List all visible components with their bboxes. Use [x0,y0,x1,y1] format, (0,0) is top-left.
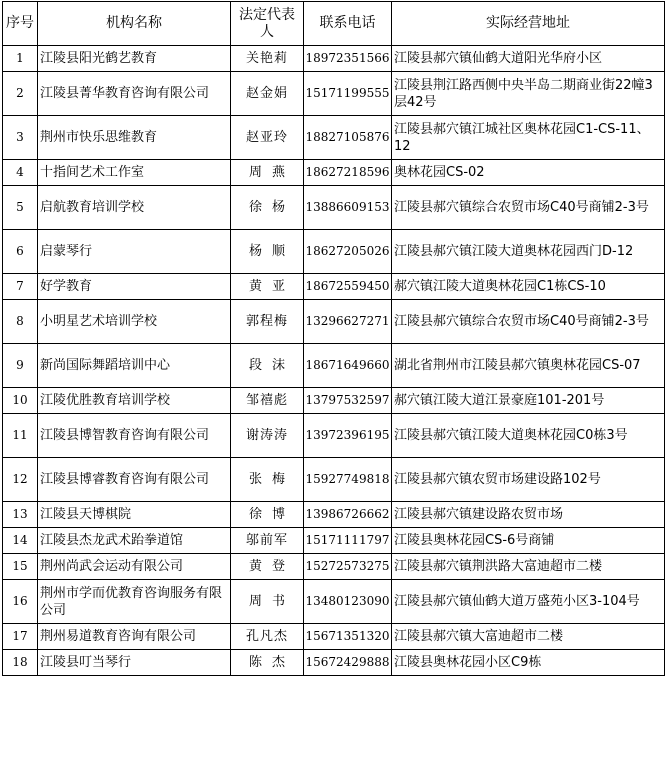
phone-number: 13986726662 [304,502,392,528]
address: 江陵县奥林花园小区C9栋 [392,650,665,676]
address: 江陵县郝穴镇江陵大道奥林花园C0栋3号 [392,414,665,458]
table-row [3,300,665,344]
row-index: 12 [3,458,38,502]
table-row [3,502,665,528]
table-row [3,414,665,458]
org-name: 荆州尚武会运动有限公司 [38,554,231,580]
header-phone: 联系电话 [304,2,392,46]
legal-rep: 关艳莉 [231,46,304,72]
address: 江陵县郝穴镇江城社区奥林花园C1-CS-11、12 [392,116,665,160]
org-name: 江陵县博睿教育咨询有限公司 [38,458,231,502]
table-row [3,230,665,274]
row-index: 11 [3,414,38,458]
legal-rep: 杨顺 [231,230,304,274]
phone-number: 13797532597 [304,388,392,414]
table-row [3,554,665,580]
row-index: 9 [3,344,38,388]
address: 江陵县郝穴镇建设路农贸市场 [392,502,665,528]
legal-rep: 黄登 [231,554,304,580]
address: 江陵县郝穴镇仙鹤大道万盛苑小区3-104号 [392,580,665,624]
phone-number: 15672429888 [304,650,392,676]
table-row [3,580,665,624]
address: 郝穴镇江陵大道奥林花园C1栋CS-10 [392,274,665,300]
phone-number: 18972351566 [304,46,392,72]
org-name: 新尚国际舞蹈培训中心 [38,344,231,388]
address: 奥林花园CS-02 [392,160,665,186]
phone-number: 13886609153 [304,186,392,230]
legal-rep: 郭程梅 [231,300,304,344]
phone-number: 15171199555 [304,72,392,116]
row-index: 16 [3,580,38,624]
org-name: 江陵县天博棋院 [38,502,231,528]
phone-number: 15671351320 [304,624,392,650]
org-name: 江陵县杰龙武术跆拳道馆 [38,528,231,554]
address: 江陵县郝穴镇江陵大道奥林花园西门D-12 [392,230,665,274]
legal-rep: 徐博 [231,502,304,528]
row-index: 15 [3,554,38,580]
org-name: 启航教育培训学校 [38,186,231,230]
row-index: 10 [3,388,38,414]
legal-rep: 周燕 [231,160,304,186]
address: 江陵县郝穴镇仙鹤大道阳光华府小区 [392,46,665,72]
address: 江陵县郝穴镇大富迪超市二楼 [392,624,665,650]
row-index: 4 [3,160,38,186]
table-row [3,458,665,502]
org-name: 江陵优胜教育培训学校 [38,388,231,414]
phone-number: 13480123090 [304,580,392,624]
table-row [3,274,665,300]
org-name: 江陵县菁华教育咨询有限公司 [38,72,231,116]
header-address: 实际经营地址 [392,2,665,46]
table-row [3,650,665,676]
legal-rep: 周书 [231,580,304,624]
address: 江陵县郝穴镇农贸市场建设路102号 [392,458,665,502]
header-name: 机构名称 [38,2,231,46]
row-index: 2 [3,72,38,116]
phone-number: 18827105876 [304,116,392,160]
address: 江陵县郝穴镇荆洪路大富迪超市二楼 [392,554,665,580]
table-row [3,528,665,554]
row-index: 6 [3,230,38,274]
header-index: 序号 [3,2,38,46]
address: 江陵县郝穴镇综合农贸市场C40号商铺2-3号 [392,300,665,344]
header-row [3,2,665,46]
address: 江陵县荆江路西侧中央半岛二期商业街22幢3层42号 [392,72,665,116]
legal-rep: 邹禧彪 [231,388,304,414]
phone-number: 15927749818 [304,458,392,502]
legal-rep: 谢涛涛 [231,414,304,458]
org-name: 小明星艺术培训学校 [38,300,231,344]
phone-number: 18671649660 [304,344,392,388]
table-row [3,160,665,186]
row-index: 18 [3,650,38,676]
row-index: 13 [3,502,38,528]
org-name: 好学教育 [38,274,231,300]
org-name: 江陵县叮当琴行 [38,650,231,676]
legal-rep: 孔凡杰 [231,624,304,650]
table-row [3,344,665,388]
legal-rep: 邬前军 [231,528,304,554]
legal-rep: 黄亚 [231,274,304,300]
phone-number: 15272573275 [304,554,392,580]
org-name: 荆州市快乐思维教育 [38,116,231,160]
legal-rep: 张梅 [231,458,304,502]
org-name: 荆州易道教育咨询有限公司 [38,624,231,650]
org-name: 十指间艺术工作室 [38,160,231,186]
phone-number: 15171111797 [304,528,392,554]
row-index: 5 [3,186,38,230]
org-name: 江陵县博智教育咨询有限公司 [38,414,231,458]
address: 江陵县奥林花园CS-6号商铺 [392,528,665,554]
phone-number: 13296627271 [304,300,392,344]
phone-number: 18627205026 [304,230,392,274]
phone-number: 18672559450 [304,274,392,300]
address: 郝穴镇江陵大道江景豪庭101-201号 [392,388,665,414]
table-row [3,186,665,230]
org-name: 启蒙琴行 [38,230,231,274]
phone-number: 13972396195 [304,414,392,458]
row-index: 17 [3,624,38,650]
legal-rep: 陈杰 [231,650,304,676]
table-row [3,388,665,414]
row-index: 3 [3,116,38,160]
legal-rep: 赵亚玲 [231,116,304,160]
table-row [3,46,665,72]
row-index: 14 [3,528,38,554]
address: 江陵县郝穴镇综合农贸市场C40号商铺2-3号 [392,186,665,230]
row-index: 8 [3,300,38,344]
legal-rep: 徐杨 [231,186,304,230]
legal-rep: 段沫 [231,344,304,388]
row-index: 7 [3,274,38,300]
institution-table [2,1,665,676]
header-rep: 法定代表人 [231,2,304,46]
legal-rep: 赵金娟 [231,72,304,116]
phone-number: 18627218596 [304,160,392,186]
table-row [3,72,665,116]
org-name: 荆州市学而优教育咨询服务有限公司 [38,580,231,624]
org-name: 江陵县阳光鹤艺教育 [38,46,231,72]
table-row [3,116,665,160]
address: 湖北省荆州市江陵县郝穴镇奥林花园CS-07 [392,344,665,388]
row-index: 1 [3,46,38,72]
table-row [3,624,665,650]
